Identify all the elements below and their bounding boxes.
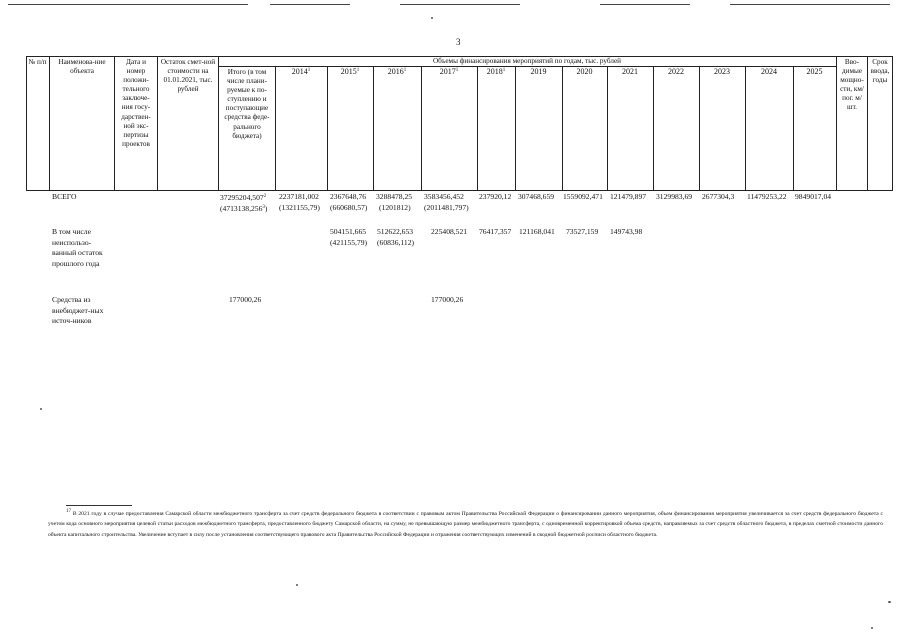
- unused-2020: 73527,159: [566, 227, 599, 236]
- unused-2016-federal: (60836,112): [377, 238, 415, 247]
- total-2015: 2367648,76: [330, 192, 367, 201]
- total-2019: 307468,659: [518, 192, 555, 201]
- unused-2016: 512622,653: [377, 227, 414, 236]
- unused-2017: 225408,521: [431, 227, 468, 236]
- scan-edge-line: [400, 4, 520, 5]
- year-header-2019: 2019: [530, 67, 547, 76]
- scan-edge-line: [8, 4, 248, 5]
- col-header-capacity: Вво-димые мощно-сти, км/пог. м/шт.: [840, 58, 864, 112]
- unused-2018: 76417,357: [479, 227, 512, 236]
- scan-speck: [871, 627, 873, 629]
- total-2022: 3129983,69: [656, 192, 693, 201]
- scan-edge-line: [270, 4, 350, 5]
- year-header-2020: 2020: [576, 67, 593, 76]
- total-2023: 2677304,3: [702, 192, 735, 201]
- year-header-2018: 2018$^1$: [486, 67, 506, 76]
- total-2014-federal: (1321155,79): [279, 203, 320, 212]
- year-header-2016: 2016$^1$: [387, 67, 407, 76]
- col-header-financing-group: Объемы финансирования мероприятий по годам, тыс. рублей: [432, 57, 622, 65]
- row-label-total: ВСЕГО: [52, 192, 77, 201]
- scan-edge-line: [730, 4, 890, 5]
- scan-speck: [40, 408, 42, 410]
- scan-speck: [431, 17, 433, 19]
- total-2020: 1559092,471: [563, 192, 603, 201]
- total-2017: 3583456,452: [424, 192, 464, 201]
- total-2016-federal: (1201812): [379, 203, 411, 212]
- year-header-2025: 2025: [806, 67, 823, 76]
- offbudget-2017: 177000,26: [431, 295, 464, 304]
- row-label-unused-remainder: В том числе неиспользо-ванный остаток прошлого года: [52, 227, 103, 269]
- year-header-2015: 2015$^1$: [340, 67, 360, 76]
- offbudget-sum: 177000,26: [229, 295, 262, 304]
- footnote-text: В 2021 году в случае предоставления Самарской области межбюджетного трансферта за счет средств федерального бюджета в соответствии с правовым актом Правительства Российской Федерации о финансировании данного мероприятия, объем финансирования мероприятия увеличивается за счет средств федерального бюджета с учетом кода основного мероприятия целевой статьи расходов межбюджетного трансферта, предоставленного бюджету Самарской области, на сумму, не превышающую размер межбюджетного трансферта, с одновременной корректировкой объема средств, направляемых за счет средств областного бюджета, в пределах сметной стоимости данного объекта капитального строительства. Увеличение вступает в силу после установления соответствующего правового акта Правительства Российской Федерации и отражения соответствующих изменений в сводной бюджетной росписи областного бюджета.: [48, 511, 883, 538]
- year-header-2023: 2023: [714, 67, 730, 76]
- col-header-deadline: Срок ввода, годы: [870, 58, 890, 85]
- page-number: 3: [456, 37, 461, 47]
- year-header-2024: 2024: [761, 67, 777, 76]
- unused-2021: 149743,98: [610, 227, 643, 236]
- unused-2015-federal: (421155,79): [330, 238, 368, 247]
- col-header-object-name: Наименова-ние объекта: [58, 58, 106, 76]
- unused-2015: 504151,665: [330, 227, 367, 236]
- scan-speck: [888, 601, 891, 603]
- footnote-separator: [66, 505, 132, 506]
- total-2025: 9849017,04: [795, 192, 832, 201]
- total-2021: 121479,897: [610, 192, 647, 201]
- col-header-number: № п/п: [28, 58, 47, 66]
- total-2024: 11479253,22: [747, 192, 787, 201]
- year-header-2014: 2014$^1$: [291, 67, 311, 76]
- year-header-2017: 2017$^1$: [439, 67, 459, 76]
- scan-edge-line: [600, 4, 690, 5]
- total-sum-federal: (4713138,256$^3$): [220, 204, 268, 213]
- col-header-expertise: Дата и номер положи-тельного заключе-ния госу-дарствен-ной экс-пертизы проектов: [121, 58, 151, 148]
- footnote-marker: 17: [66, 509, 71, 514]
- col-header-total: Итого (в том числе плани-руемые к по-ступлению и поступающие средства феде-рального бюджета): [224, 68, 270, 140]
- unused-2019: 121168,041: [519, 227, 555, 236]
- row-label-offbudget: Средства из внебюджет-ных источ-ников: [52, 295, 104, 326]
- year-header-2021: 2021: [622, 67, 638, 76]
- scan-speck: [296, 584, 298, 586]
- year-header-2022: 2022: [668, 67, 684, 76]
- footnote: [48, 507, 883, 540]
- total-2015-federal: (660680,57): [330, 203, 368, 212]
- col-header-remainder: Остаток смет-ной стоимости на 01.01.2021, тыс. рублей: [160, 58, 216, 94]
- total-sum: 37295204,507$^2$: [220, 193, 267, 202]
- total-2014: 2237181,002: [279, 192, 319, 201]
- total-2017-federal: (2011481,797): [424, 203, 469, 212]
- total-2016: 3288478,25: [376, 192, 413, 201]
- total-2018: 237920,12: [479, 192, 512, 201]
